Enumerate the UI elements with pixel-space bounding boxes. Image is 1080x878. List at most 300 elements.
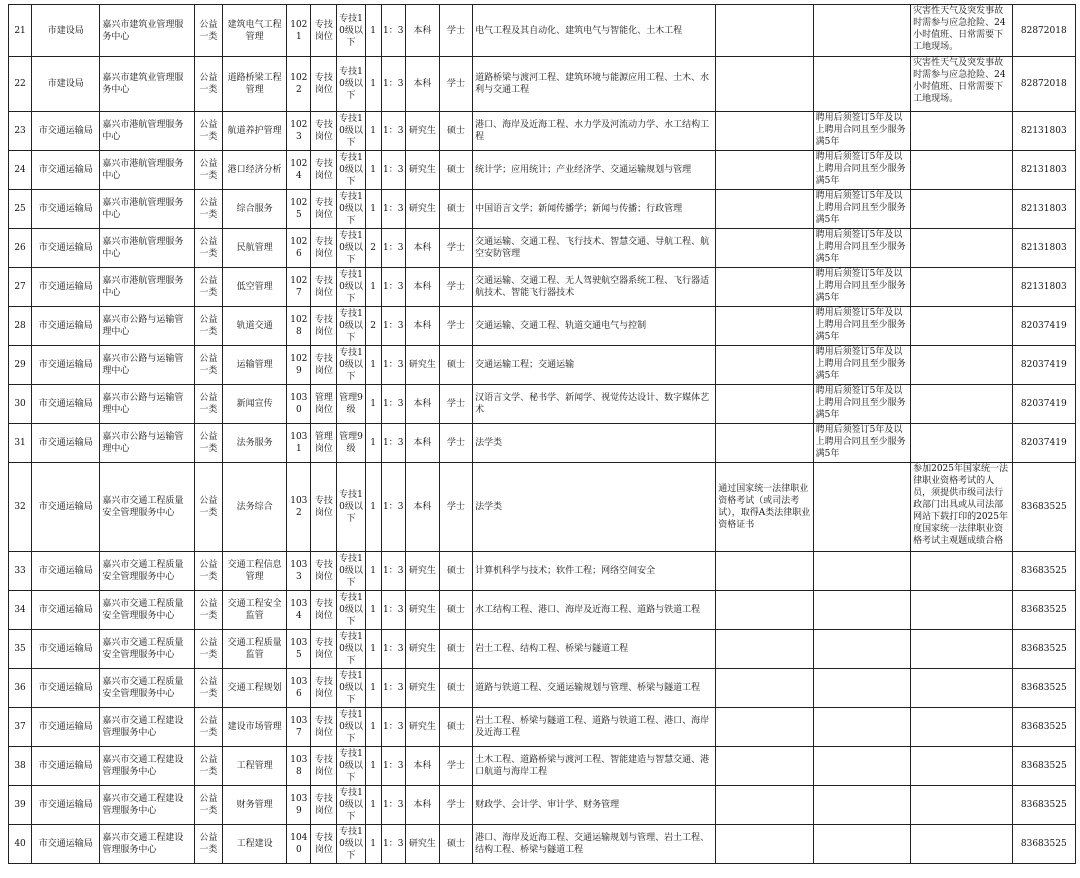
education-cell: 本科 <box>405 747 439 786</box>
position-level-cell: 专技10级以下 <box>337 463 365 552</box>
row-number-cell: 30 <box>9 385 32 424</box>
exam-ratio-cell: 1：3 <box>381 190 405 229</box>
employer-unit-cell: 嘉兴市港航管理服务中心 <box>100 229 194 268</box>
remarks-cell <box>911 268 1012 307</box>
major-requirement-cell: 财政学、会计学、审计学、财务管理 <box>473 786 716 825</box>
row-number-cell: 32 <box>9 463 32 552</box>
department-cell: 市交通运输局 <box>32 307 100 346</box>
qualification-requirement-cell <box>716 552 813 591</box>
service-requirement-cell: 聘用后须签订5年及以上聘用合同且至少服务满5年 <box>813 385 910 424</box>
table-row <box>9 786 1076 825</box>
qualification-requirement-cell <box>716 630 813 669</box>
department-cell: 市交通运输局 <box>32 268 100 307</box>
department-cell: 市建设局 <box>32 57 100 112</box>
department-cell: 市交通运输局 <box>32 151 100 190</box>
table-row <box>9 463 1076 552</box>
position-code-cell: 1039 <box>287 786 311 825</box>
position-level-cell: 专技10级以下 <box>337 747 365 786</box>
employer-unit-cell: 嘉兴市港航管理服务中心 <box>100 112 194 151</box>
qualification-requirement-cell <box>716 112 813 151</box>
contact-phone-cell: 83683525 <box>1012 825 1075 864</box>
row-number-cell: 37 <box>9 708 32 747</box>
remarks-cell <box>911 112 1012 151</box>
headcount-cell: 1 <box>365 747 381 786</box>
education-cell: 研究生 <box>405 708 439 747</box>
education-cell: 研究生 <box>405 630 439 669</box>
row-number-cell: 35 <box>9 630 32 669</box>
position-name-cell: 交通工程质量监管 <box>222 630 286 669</box>
position-name-cell: 港口经济分析 <box>222 151 286 190</box>
table-row <box>9 630 1076 669</box>
headcount-cell: 1 <box>365 151 381 190</box>
position-category-cell: 专技岗位 <box>311 346 337 385</box>
exam-ratio-cell: 1：3 <box>381 708 405 747</box>
contact-phone-cell: 83683525 <box>1012 463 1075 552</box>
major-requirement-cell: 电气工程及其自动化、建筑电气与智能化、土木工程 <box>473 5 716 57</box>
table-row <box>9 669 1076 708</box>
qualification-requirement-cell <box>716 346 813 385</box>
service-requirement-cell: 聘用后须签订5年及以上聘用合同且至少服务满5年 <box>813 424 910 463</box>
position-category-cell: 专技岗位 <box>311 57 337 112</box>
department-cell: 市交通运输局 <box>32 424 100 463</box>
department-cell: 市交通运输局 <box>32 190 100 229</box>
education-cell: 本科 <box>405 307 439 346</box>
position-name-cell: 法务综合 <box>222 463 286 552</box>
education-cell: 本科 <box>405 5 439 57</box>
remarks-cell <box>911 747 1012 786</box>
employer-unit-cell: 嘉兴市港航管理服务中心 <box>100 151 194 190</box>
major-requirement-cell: 港口、海岸及近海工程、水力学及河流动力学、水工结构工程 <box>473 112 716 151</box>
position-category-cell: 专技岗位 <box>311 630 337 669</box>
row-number-cell: 33 <box>9 552 32 591</box>
contact-phone-cell: 82131803 <box>1012 268 1075 307</box>
row-number-cell: 38 <box>9 747 32 786</box>
position-code-cell: 1033 <box>287 552 311 591</box>
unit-type-cell: 公益一类 <box>194 463 222 552</box>
unit-type-cell: 公益一类 <box>194 346 222 385</box>
position-level-cell: 专技10级以下 <box>337 786 365 825</box>
major-requirement-cell: 土木工程、道路桥梁与渡河工程、智能建造与智慧交通、港口航道与海岸工程 <box>473 747 716 786</box>
row-number-cell: 40 <box>9 825 32 864</box>
remarks-cell <box>911 229 1012 268</box>
remarks-cell <box>911 786 1012 825</box>
unit-type-cell: 公益一类 <box>194 268 222 307</box>
position-level-cell: 专技10级以下 <box>337 552 365 591</box>
exam-ratio-cell: 1：3 <box>381 151 405 190</box>
position-category-cell: 专技岗位 <box>311 463 337 552</box>
degree-cell: 学士 <box>439 424 472 463</box>
qualification-requirement-cell <box>716 424 813 463</box>
service-requirement-cell <box>813 825 910 864</box>
qualification-requirement-cell <box>716 151 813 190</box>
position-name-cell: 法务服务 <box>222 424 286 463</box>
education-cell: 研究生 <box>405 825 439 864</box>
employer-unit-cell: 嘉兴市公路与运输管理中心 <box>100 424 194 463</box>
position-name-cell: 道路桥梁工程管理 <box>222 57 286 112</box>
position-name-cell: 交通工程安全监管 <box>222 591 286 630</box>
position-level-cell: 专技10级以下 <box>337 229 365 268</box>
position-name-cell: 交通工程规划 <box>222 669 286 708</box>
position-code-cell: 1025 <box>287 190 311 229</box>
headcount-cell: 1 <box>365 825 381 864</box>
exam-ratio-cell: 1：3 <box>381 591 405 630</box>
headcount-cell: 1 <box>365 424 381 463</box>
position-category-cell: 专技岗位 <box>311 591 337 630</box>
exam-ratio-cell: 1：3 <box>381 346 405 385</box>
position-category-cell: 管理岗位 <box>311 424 337 463</box>
position-level-cell: 专技10级以下 <box>337 630 365 669</box>
service-requirement-cell <box>813 591 910 630</box>
remarks-cell <box>911 630 1012 669</box>
degree-cell: 硕士 <box>439 630 472 669</box>
contact-phone-cell: 83683525 <box>1012 747 1075 786</box>
exam-ratio-cell: 1：3 <box>381 112 405 151</box>
department-cell: 市交通运输局 <box>32 112 100 151</box>
remarks-cell: 灾害性天气及突发事故时需参与应急抢险、24小时值班、日常需要下工地现场。 <box>911 5 1012 57</box>
contact-phone-cell: 82872018 <box>1012 5 1075 57</box>
department-cell: 市交通运输局 <box>32 346 100 385</box>
exam-ratio-cell: 1：3 <box>381 552 405 591</box>
employer-unit-cell: 嘉兴市港航管理服务中心 <box>100 268 194 307</box>
position-level-cell: 专技10级以下 <box>337 591 365 630</box>
row-number-cell: 24 <box>9 151 32 190</box>
position-level-cell: 管理9级 <box>337 385 365 424</box>
unit-type-cell: 公益一类 <box>194 591 222 630</box>
major-requirement-cell: 港口、海岸及近海工程、交通运输规划与管理、岩土工程、结构工程、桥梁与隧道工程 <box>473 825 716 864</box>
headcount-cell: 1 <box>365 463 381 552</box>
employer-unit-cell: 嘉兴市建筑业管理服务中心 <box>100 57 194 112</box>
unit-type-cell: 公益一类 <box>194 5 222 57</box>
position-category-cell: 专技岗位 <box>311 5 337 57</box>
contact-phone-cell: 82131803 <box>1012 112 1075 151</box>
education-cell: 本科 <box>405 786 439 825</box>
department-cell: 市交通运输局 <box>32 669 100 708</box>
exam-ratio-cell: 1：3 <box>381 825 405 864</box>
education-cell: 研究生 <box>405 112 439 151</box>
position-name-cell: 建筑电气工程管理 <box>222 5 286 57</box>
position-code-cell: 1036 <box>287 669 311 708</box>
position-code-cell: 1022 <box>287 57 311 112</box>
headcount-cell: 1 <box>365 708 381 747</box>
service-requirement-cell: 聘用后须签订5年及以上聘用合同且至少服务满5年 <box>813 307 910 346</box>
remarks-cell: 灾害性天气及突发事故时需参与应急抢险、24小时值班、日常需要下工地现场。 <box>911 57 1012 112</box>
contact-phone-cell: 82037419 <box>1012 307 1075 346</box>
degree-cell: 学士 <box>439 229 472 268</box>
headcount-cell: 2 <box>365 229 381 268</box>
service-requirement-cell <box>813 630 910 669</box>
qualification-requirement-cell <box>716 307 813 346</box>
unit-type-cell: 公益一类 <box>194 630 222 669</box>
contact-phone-cell: 83683525 <box>1012 708 1075 747</box>
department-cell: 市交通运输局 <box>32 786 100 825</box>
service-requirement-cell <box>813 57 910 112</box>
position-level-cell: 专技10级以下 <box>337 669 365 708</box>
position-category-cell: 专技岗位 <box>311 307 337 346</box>
position-category-cell: 专技岗位 <box>311 825 337 864</box>
education-cell: 研究生 <box>405 591 439 630</box>
degree-cell: 硕士 <box>439 591 472 630</box>
unit-type-cell: 公益一类 <box>194 112 222 151</box>
position-name-cell: 轨道交通 <box>222 307 286 346</box>
service-requirement-cell <box>813 5 910 57</box>
table-row <box>9 112 1076 151</box>
contact-phone-cell: 82037419 <box>1012 424 1075 463</box>
remarks-cell <box>911 708 1012 747</box>
unit-type-cell: 公益一类 <box>194 229 222 268</box>
table-row <box>9 591 1076 630</box>
position-category-cell: 专技岗位 <box>311 229 337 268</box>
unit-type-cell: 公益一类 <box>194 669 222 708</box>
degree-cell: 学士 <box>439 57 472 112</box>
position-category-cell: 专技岗位 <box>311 190 337 229</box>
position-level-cell: 专技10级以下 <box>337 112 365 151</box>
service-requirement-cell: 聘用后须签订5年及以上聘用合同且至少服务满5年 <box>813 229 910 268</box>
position-code-cell: 1029 <box>287 346 311 385</box>
major-requirement-cell: 交通运输工程；交通运输 <box>473 346 716 385</box>
position-code-cell: 1027 <box>287 268 311 307</box>
service-requirement-cell: 聘用后须签订5年及以上聘用合同且至少服务满5年 <box>813 112 910 151</box>
position-code-cell: 1034 <box>287 591 311 630</box>
education-cell: 研究生 <box>405 552 439 591</box>
unit-type-cell: 公益一类 <box>194 786 222 825</box>
position-level-cell: 专技10级以下 <box>337 346 365 385</box>
position-level-cell: 专技10级以下 <box>337 708 365 747</box>
exam-ratio-cell: 1：3 <box>381 463 405 552</box>
headcount-cell: 1 <box>365 786 381 825</box>
department-cell: 市交通运输局 <box>32 708 100 747</box>
headcount-cell: 1 <box>365 268 381 307</box>
department-cell: 市交通运输局 <box>32 552 100 591</box>
service-requirement-cell: 聘用后须签订5年及以上聘用合同且至少服务满5年 <box>813 151 910 190</box>
employer-unit-cell: 嘉兴市交通工程质量安全管理服务中心 <box>100 463 194 552</box>
degree-cell: 学士 <box>439 268 472 307</box>
row-number-cell: 39 <box>9 786 32 825</box>
contact-phone-cell: 83683525 <box>1012 552 1075 591</box>
table-body <box>9 5 1076 864</box>
unit-type-cell: 公益一类 <box>194 385 222 424</box>
contact-phone-cell: 82131803 <box>1012 151 1075 190</box>
remarks-cell <box>911 307 1012 346</box>
contact-phone-cell: 83683525 <box>1012 669 1075 708</box>
major-requirement-cell: 交通运输、交通工程、飞行技术、智慧交通、导航工程、航空安防管理 <box>473 229 716 268</box>
position-name-cell: 综合服务 <box>222 190 286 229</box>
education-cell: 研究生 <box>405 669 439 708</box>
degree-cell: 学士 <box>439 385 472 424</box>
headcount-cell: 1 <box>365 552 381 591</box>
education-cell: 研究生 <box>405 151 439 190</box>
row-number-cell: 34 <box>9 591 32 630</box>
recruitment-table <box>8 4 1076 864</box>
employer-unit-cell: 嘉兴市港航管理服务中心 <box>100 190 194 229</box>
qualification-requirement-cell <box>716 229 813 268</box>
exam-ratio-cell: 1：3 <box>381 385 405 424</box>
contact-phone-cell: 82872018 <box>1012 57 1075 112</box>
table-row <box>9 346 1076 385</box>
headcount-cell: 1 <box>365 669 381 708</box>
unit-type-cell: 公益一类 <box>194 190 222 229</box>
employer-unit-cell: 嘉兴市公路与运输管理中心 <box>100 307 194 346</box>
position-category-cell: 专技岗位 <box>311 552 337 591</box>
education-cell: 本科 <box>405 424 439 463</box>
degree-cell: 硕士 <box>439 112 472 151</box>
position-code-cell: 1031 <box>287 424 311 463</box>
position-level-cell: 专技10级以下 <box>337 57 365 112</box>
row-number-cell: 36 <box>9 669 32 708</box>
position-name-cell: 建设市场管理 <box>222 708 286 747</box>
position-code-cell: 1035 <box>287 630 311 669</box>
major-requirement-cell: 中国语言文学；新闻传播学；新闻与传播；行政管理 <box>473 190 716 229</box>
major-requirement-cell: 计算机科学与技术；软件工程；网络空间安全 <box>473 552 716 591</box>
position-name-cell: 运输管理 <box>222 346 286 385</box>
position-category-cell: 专技岗位 <box>311 151 337 190</box>
position-category-cell: 专技岗位 <box>311 708 337 747</box>
qualification-requirement-cell <box>716 591 813 630</box>
service-requirement-cell <box>813 708 910 747</box>
major-requirement-cell: 岩土工程、结构工程、桥梁与隧道工程 <box>473 630 716 669</box>
education-cell: 本科 <box>405 463 439 552</box>
position-level-cell: 管理9级 <box>337 424 365 463</box>
exam-ratio-cell: 1：3 <box>381 424 405 463</box>
qualification-requirement-cell <box>716 385 813 424</box>
table-row <box>9 825 1076 864</box>
major-requirement-cell: 交通运输、交通工程、无人驾驶航空器系统工程、飞行器适航技术、智能飞行器技术 <box>473 268 716 307</box>
unit-type-cell: 公益一类 <box>194 424 222 463</box>
service-requirement-cell: 聘用后须签订5年及以上聘用合同且至少服务满5年 <box>813 346 910 385</box>
remarks-cell <box>911 825 1012 864</box>
remarks-cell <box>911 190 1012 229</box>
degree-cell: 硕士 <box>439 552 472 591</box>
department-cell: 市交通运输局 <box>32 385 100 424</box>
row-number-cell: 22 <box>9 57 32 112</box>
degree-cell: 学士 <box>439 786 472 825</box>
row-number-cell: 26 <box>9 229 32 268</box>
qualification-requirement-cell <box>716 190 813 229</box>
position-name-cell: 民航管理 <box>222 229 286 268</box>
contact-phone-cell: 83683525 <box>1012 786 1075 825</box>
position-name-cell: 工程管理 <box>222 747 286 786</box>
contact-phone-cell: 82037419 <box>1012 346 1075 385</box>
education-cell: 研究生 <box>405 190 439 229</box>
position-level-cell: 专技10级以下 <box>337 190 365 229</box>
table-row <box>9 151 1076 190</box>
position-category-cell: 专技岗位 <box>311 747 337 786</box>
headcount-cell: 1 <box>365 57 381 112</box>
unit-type-cell: 公益一类 <box>194 151 222 190</box>
degree-cell: 硕士 <box>439 151 472 190</box>
position-category-cell: 专技岗位 <box>311 112 337 151</box>
position-code-cell: 1028 <box>287 307 311 346</box>
major-requirement-cell: 交通运输、交通工程、轨道交通电气与控制 <box>473 307 716 346</box>
position-code-cell: 1030 <box>287 385 311 424</box>
education-cell: 本科 <box>405 229 439 268</box>
degree-cell: 学士 <box>439 747 472 786</box>
service-requirement-cell: 聘用后须签订5年及以上聘用合同且至少服务满5年 <box>813 268 910 307</box>
position-level-cell: 专技10级以下 <box>337 268 365 307</box>
unit-type-cell: 公益一类 <box>194 708 222 747</box>
position-code-cell: 1037 <box>287 708 311 747</box>
unit-type-cell: 公益一类 <box>194 307 222 346</box>
education-cell: 本科 <box>405 57 439 112</box>
department-cell: 市交通运输局 <box>32 825 100 864</box>
position-category-cell: 专技岗位 <box>311 786 337 825</box>
position-code-cell: 1024 <box>287 151 311 190</box>
exam-ratio-cell: 1：3 <box>381 630 405 669</box>
table-row <box>9 747 1076 786</box>
qualification-requirement-cell <box>716 786 813 825</box>
employer-unit-cell: 嘉兴市交通工程质量安全管理服务中心 <box>100 630 194 669</box>
position-code-cell: 1040 <box>287 825 311 864</box>
row-number-cell: 27 <box>9 268 32 307</box>
department-cell: 市交通运输局 <box>32 630 100 669</box>
major-requirement-cell: 岩土工程、桥梁与隧道工程、道路与铁道工程、港口、海岸及近海工程 <box>473 708 716 747</box>
unit-type-cell: 公益一类 <box>194 747 222 786</box>
table-row <box>9 5 1076 57</box>
contact-phone-cell: 83683525 <box>1012 591 1075 630</box>
row-number-cell: 28 <box>9 307 32 346</box>
headcount-cell: 2 <box>365 307 381 346</box>
headcount-cell: 1 <box>365 346 381 385</box>
qualification-requirement-cell <box>716 669 813 708</box>
row-number-cell: 21 <box>9 5 32 57</box>
row-number-cell: 23 <box>9 112 32 151</box>
unit-type-cell: 公益一类 <box>194 57 222 112</box>
headcount-cell: 1 <box>365 190 381 229</box>
department-cell: 市建设局 <box>32 5 100 57</box>
position-code-cell: 1023 <box>287 112 311 151</box>
remarks-cell <box>911 151 1012 190</box>
major-requirement-cell: 道路桥梁与渡河工程、建筑环境与能源应用工程、土木、水利与交通工程 <box>473 57 716 112</box>
position-name-cell: 交通工程信息管理 <box>222 552 286 591</box>
remarks-cell: 参加2025年国家统一法律职业资格考试的人员，须提供市级司法行政部门出具或从司法部网站下载打印的2025年度国家统一法律职业资格考试主观题成绩合格 <box>911 463 1012 552</box>
remarks-cell <box>911 424 1012 463</box>
exam-ratio-cell: 1：3 <box>381 669 405 708</box>
table-row <box>9 552 1076 591</box>
service-requirement-cell <box>813 747 910 786</box>
major-requirement-cell: 法学类 <box>473 463 716 552</box>
remarks-cell <box>911 591 1012 630</box>
major-requirement-cell: 水工结构工程、港口、海岸及近海工程、道路与铁道工程 <box>473 591 716 630</box>
qualification-requirement-cell <box>716 5 813 57</box>
qualification-requirement-cell <box>716 268 813 307</box>
qualification-requirement-cell <box>716 708 813 747</box>
department-cell: 市交通运输局 <box>32 463 100 552</box>
row-number-cell: 25 <box>9 190 32 229</box>
service-requirement-cell: 聘用后须签订5年及以上聘用合同且至少服务满5年 <box>813 190 910 229</box>
exam-ratio-cell: 1：3 <box>381 229 405 268</box>
major-requirement-cell: 法学类 <box>473 424 716 463</box>
position-code-cell: 1026 <box>287 229 311 268</box>
qualification-requirement-cell: 通过国家统一法律职业资格考试（或司法考试），取得A类法律职业资格证书 <box>716 463 813 552</box>
department-cell: 市交通运输局 <box>32 747 100 786</box>
contact-phone-cell: 82131803 <box>1012 190 1075 229</box>
remarks-cell <box>911 669 1012 708</box>
service-requirement-cell <box>813 552 910 591</box>
degree-cell: 硕士 <box>439 708 472 747</box>
headcount-cell: 1 <box>365 591 381 630</box>
employer-unit-cell: 嘉兴市交通工程质量安全管理服务中心 <box>100 591 194 630</box>
exam-ratio-cell: 1：3 <box>381 5 405 57</box>
employer-unit-cell: 嘉兴市交通工程建设管理服务中心 <box>100 747 194 786</box>
contact-phone-cell: 82131803 <box>1012 229 1075 268</box>
position-name-cell: 航道养护管理 <box>222 112 286 151</box>
qualification-requirement-cell <box>716 825 813 864</box>
degree-cell: 学士 <box>439 463 472 552</box>
position-name-cell: 工程建设 <box>222 825 286 864</box>
degree-cell: 硕士 <box>439 190 472 229</box>
degree-cell: 硕士 <box>439 346 472 385</box>
degree-cell: 学士 <box>439 307 472 346</box>
table-row <box>9 268 1076 307</box>
